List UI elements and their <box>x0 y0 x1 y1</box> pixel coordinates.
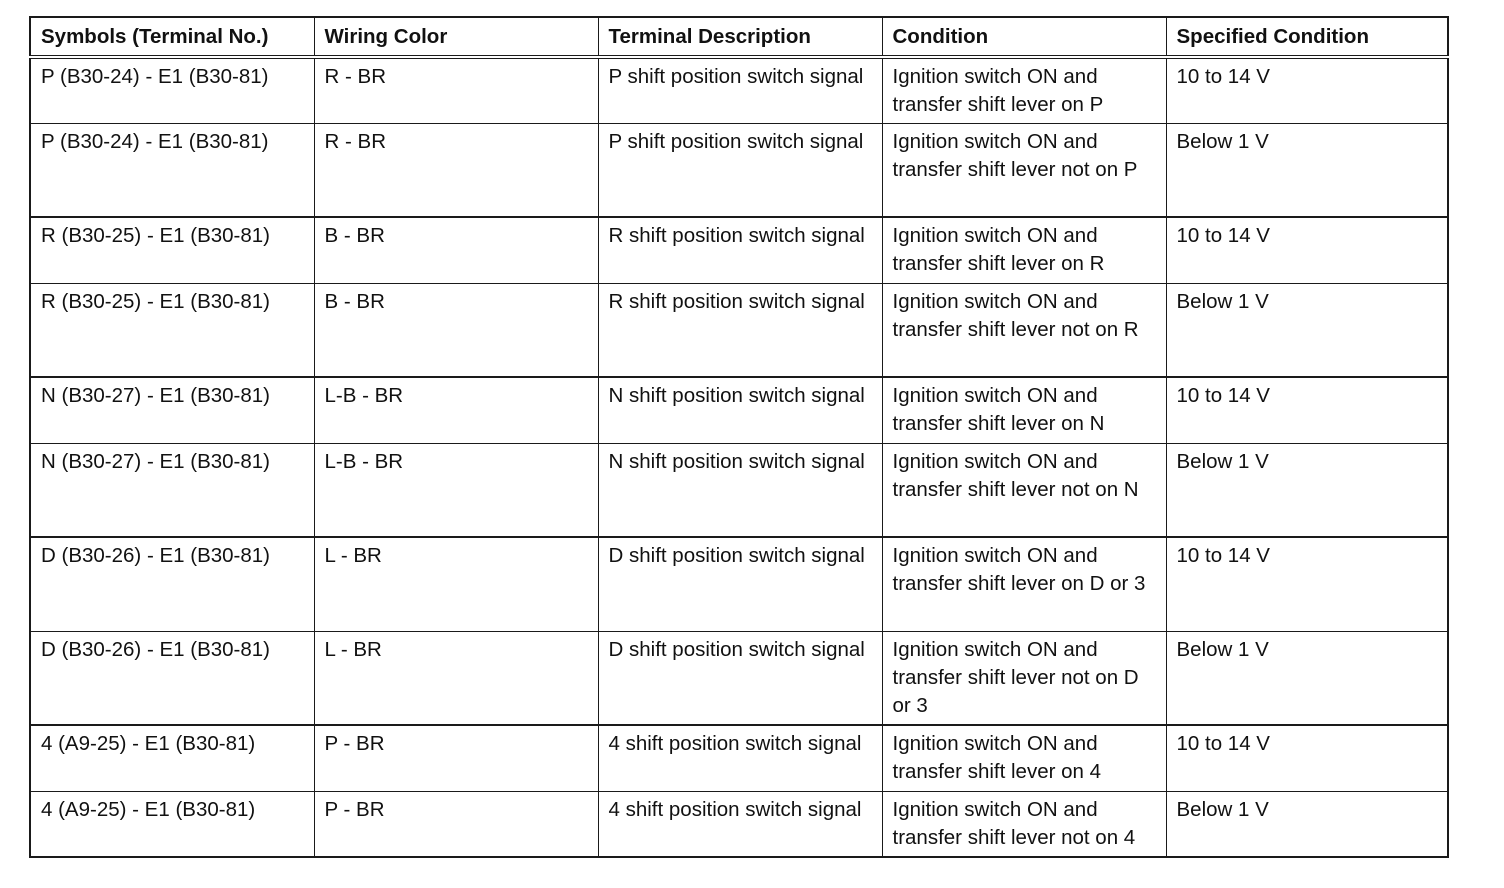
cell-wiring-color: P - BR <box>314 725 598 791</box>
cell-condition: Ignition switch ON and transfer shift lever on P <box>882 57 1166 123</box>
cell-terminal-description: 4 shift position switch signal <box>598 725 882 791</box>
cell-symbols: R (B30-25) - E1 (B30-81) <box>30 217 314 283</box>
cell-specified-condition: Below 1 V <box>1166 443 1448 537</box>
cell-specified-condition: 10 to 14 V <box>1166 537 1448 631</box>
table-row <box>30 217 1448 283</box>
cell-specified-condition: 10 to 14 V <box>1166 217 1448 283</box>
table-row <box>30 123 1448 217</box>
cell-wiring-color: L - BR <box>314 537 598 631</box>
cell-condition: Ignition switch ON and transfer shift lever not on P <box>882 123 1166 217</box>
cell-wiring-color: R - BR <box>314 123 598 217</box>
cell-symbols: P (B30-24) - E1 (B30-81) <box>30 123 314 217</box>
header-row <box>30 17 1448 57</box>
header-specified-condition: Specified Condition <box>1166 17 1448 57</box>
cell-terminal-description: R shift position switch signal <box>598 217 882 283</box>
header-wiring-color: Wiring Color <box>314 17 598 57</box>
cell-terminal-description: D shift position switch signal <box>598 537 882 631</box>
cell-wiring-color: B - BR <box>314 283 598 377</box>
cell-symbols: D (B30-26) - E1 (B30-81) <box>30 537 314 631</box>
cell-symbols: N (B30-27) - E1 (B30-81) <box>30 443 314 537</box>
table-row <box>30 725 1448 791</box>
header-terminal-description: Terminal Description <box>598 17 882 57</box>
cell-wiring-color: B - BR <box>314 217 598 283</box>
cell-terminal-description: N shift position switch signal <box>598 377 882 443</box>
cell-terminal-description: 4 shift position switch signal <box>598 791 882 857</box>
cell-terminal-description: N shift position switch signal <box>598 443 882 537</box>
cell-wiring-color: L-B - BR <box>314 443 598 537</box>
cell-condition: Ignition switch ON and transfer shift lever not on N <box>882 443 1166 537</box>
cell-condition: Ignition switch ON and transfer shift lever not on R <box>882 283 1166 377</box>
cell-symbols: 4 (A9-25) - E1 (B30-81) <box>30 725 314 791</box>
cell-terminal-description: R shift position switch signal <box>598 283 882 377</box>
header-symbols: Symbols (Terminal No.) <box>30 17 314 57</box>
cell-condition: Ignition switch ON and transfer shift lever on D or 3 <box>882 537 1166 631</box>
cell-specified-condition: Below 1 V <box>1166 283 1448 377</box>
cell-symbols: N (B30-27) - E1 (B30-81) <box>30 377 314 443</box>
cell-specified-condition: Below 1 V <box>1166 791 1448 857</box>
terminal-table <box>29 16 1449 858</box>
cell-specified-condition: 10 to 14 V <box>1166 725 1448 791</box>
cell-specified-condition: 10 to 14 V <box>1166 57 1448 123</box>
header-condition: Condition <box>882 17 1166 57</box>
cell-terminal-description: P shift position switch signal <box>598 123 882 217</box>
cell-terminal-description: D shift position switch signal <box>598 631 882 725</box>
cell-symbols: P (B30-24) - E1 (B30-81) <box>30 57 314 123</box>
table-row <box>30 283 1448 377</box>
cell-symbols: 4 (A9-25) - E1 (B30-81) <box>30 791 314 857</box>
cell-wiring-color: R - BR <box>314 57 598 123</box>
table-row <box>30 443 1448 537</box>
cell-condition: Ignition switch ON and transfer shift lever on 4 <box>882 725 1166 791</box>
cell-specified-condition: Below 1 V <box>1166 123 1448 217</box>
cell-symbols: D (B30-26) - E1 (B30-81) <box>30 631 314 725</box>
cell-wiring-color: L-B - BR <box>314 377 598 443</box>
table-row <box>30 537 1448 631</box>
cell-condition: Ignition switch ON and transfer shift lever on R <box>882 217 1166 283</box>
table-row <box>30 57 1448 123</box>
table-row <box>30 791 1448 857</box>
table-row <box>30 377 1448 443</box>
cell-wiring-color: L - BR <box>314 631 598 725</box>
cell-condition: Ignition switch ON and transfer shift lever not on D or 3 <box>882 631 1166 725</box>
cell-condition: Ignition switch ON and transfer shift lever not on 4 <box>882 791 1166 857</box>
cell-specified-condition: Below 1 V <box>1166 631 1448 725</box>
cell-wiring-color: P - BR <box>314 791 598 857</box>
cell-specified-condition: 10 to 14 V <box>1166 377 1448 443</box>
cell-terminal-description: P shift position switch signal <box>598 57 882 123</box>
cell-condition: Ignition switch ON and transfer shift lever on N <box>882 377 1166 443</box>
cell-symbols: R (B30-25) - E1 (B30-81) <box>30 283 314 377</box>
table-row <box>30 631 1448 725</box>
